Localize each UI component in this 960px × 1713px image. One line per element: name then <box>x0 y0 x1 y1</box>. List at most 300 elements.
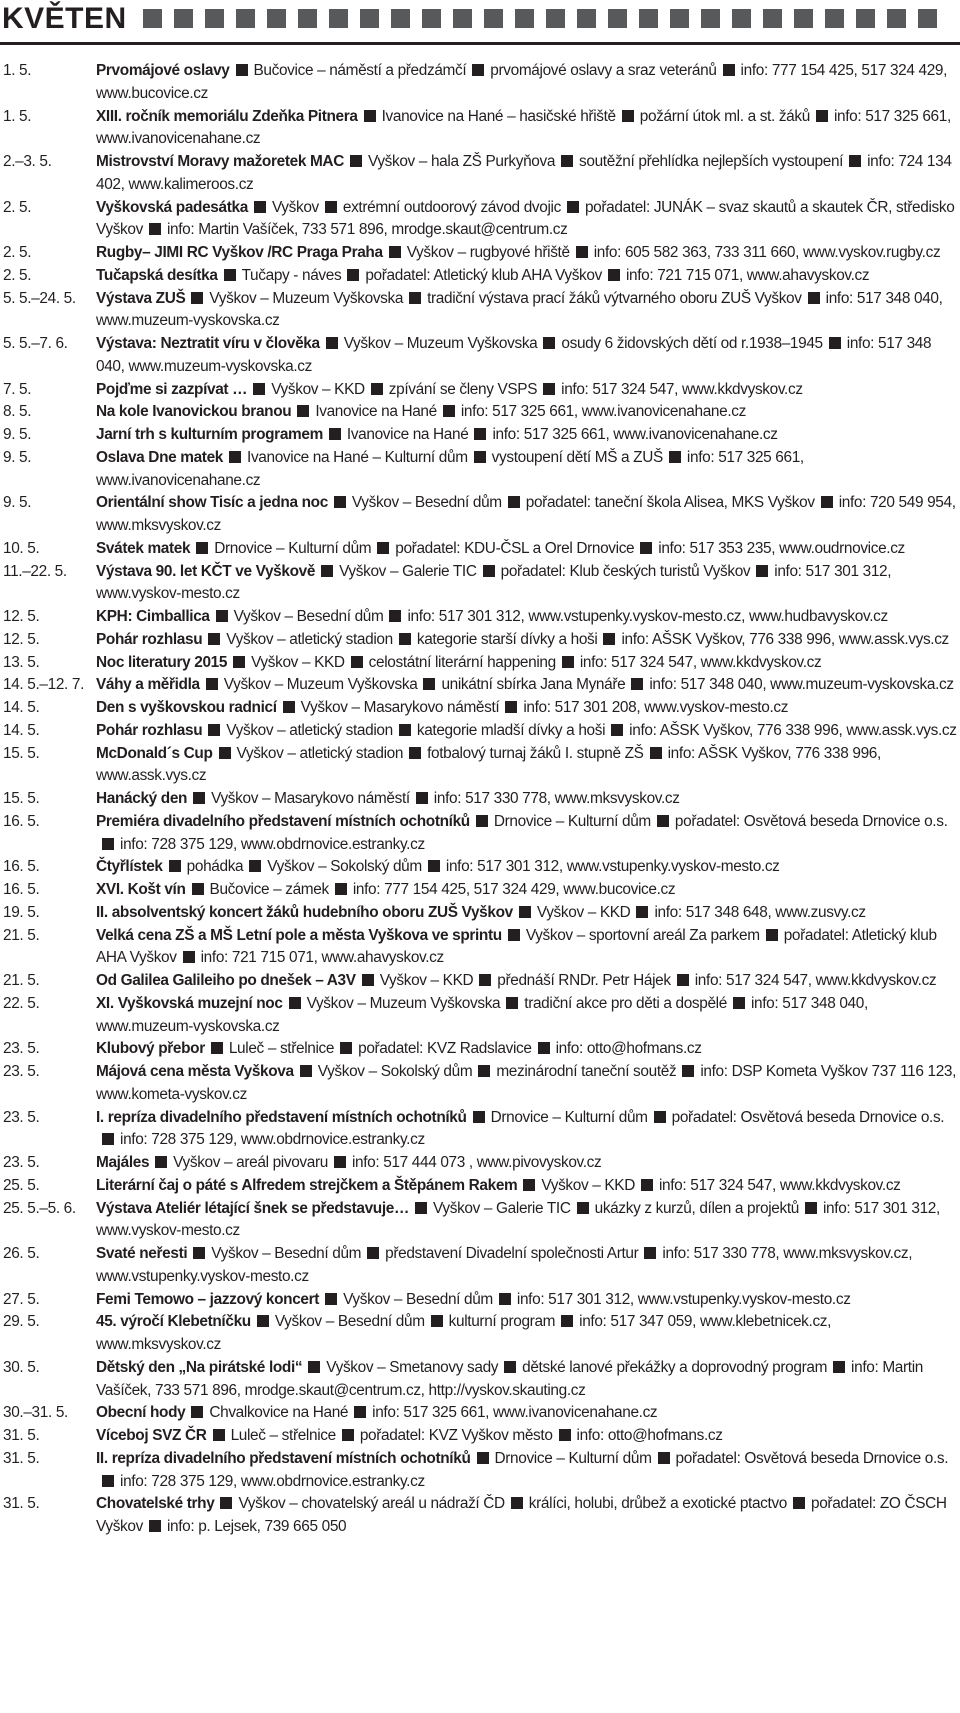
event-date: 9. 5. <box>3 494 32 512</box>
event-title: Prvomájové oslavy <box>96 62 230 79</box>
event-date: 9. 5. <box>3 448 32 466</box>
event-text <box>96 697 958 720</box>
event-detail: info: 517 348 040, www.muzeum-vyskovska.cz <box>96 335 932 375</box>
event-title: II. repríza divadelního představení místních ochotníků <box>96 1449 471 1467</box>
event-text <box>96 1357 958 1403</box>
event-detail: Vyškov – Muzeum Vyškovska <box>343 335 538 352</box>
event-date: 31. 5. <box>3 1449 40 1467</box>
event-date: 16. 5. <box>3 858 40 876</box>
square-bullet-icon <box>576 246 588 258</box>
event-text <box>96 1402 958 1425</box>
square-bullet-icon <box>149 223 161 235</box>
event-detail: pořadatel: ZO ČSCH Vyškov <box>96 1495 947 1535</box>
square-decoration-icon <box>918 9 937 28</box>
event-detail: Ivanovice na Hané <box>346 426 469 443</box>
square-bullet-icon <box>289 997 301 1009</box>
event-detail: mezinárodní taneční soutěž <box>496 1063 677 1080</box>
event-detail: info: 517 324 547, www.kkdvyskov.cz <box>561 380 803 398</box>
event-date: 15. 5. <box>3 790 40 807</box>
square-bullet-icon <box>793 1497 805 1509</box>
event-date: 16. 5. <box>3 812 40 830</box>
event-row <box>0 447 958 493</box>
square-bullet-icon <box>622 110 634 122</box>
square-bullet-icon <box>499 1293 511 1305</box>
square-bullet-icon <box>723 64 735 76</box>
event-detail: kategorie mladší dívky a hoši <box>416 721 606 739</box>
event-list <box>0 60 958 1539</box>
event-text <box>96 1311 958 1357</box>
event-detail: info: 517 348 648, www.zusvy.cz <box>654 903 866 921</box>
event-text <box>96 879 958 902</box>
square-decoration-icon <box>794 9 813 28</box>
square-bullet-icon <box>389 246 401 258</box>
event-row <box>0 1311 958 1357</box>
event-detail: Luleč – střelnice <box>230 1427 336 1444</box>
event-detail: info: 517 324 547, www.kkdvyskov.cz <box>658 1176 901 1194</box>
event-date: 27. 5. <box>3 1290 40 1308</box>
square-bullet-icon <box>102 838 114 850</box>
square-bullet-icon <box>677 974 689 986</box>
event-detail: pořadatel: KVZ Radslavice <box>358 1040 532 1058</box>
square-bullet-icon <box>849 155 861 167</box>
event-text <box>96 1243 958 1289</box>
event-detail: info: 517 325 661, www.ivanovicenahane.cz <box>96 107 951 148</box>
square-bullet-icon <box>766 929 778 941</box>
square-bullet-icon <box>335 883 347 895</box>
square-bullet-icon <box>611 724 623 736</box>
square-bullet-icon <box>326 337 338 349</box>
square-bullet-icon <box>371 383 383 395</box>
square-bullet-icon <box>249 860 261 872</box>
square-bullet-icon <box>816 110 828 122</box>
event-title: Tučapská desítka <box>96 266 218 284</box>
event-detail: info: 517 353 235, www.oudrnovice.cz <box>658 539 905 557</box>
event-detail: Vyškov – rugbyové hřiště <box>406 244 570 261</box>
event-title: Výstava ZUŠ <box>96 289 186 307</box>
event-detail: info: 517 348 040, www.muzeum-vyskovska.cz <box>96 994 868 1035</box>
event-text <box>96 1152 958 1175</box>
square-bullet-icon <box>505 701 517 713</box>
event-row <box>0 606 958 629</box>
square-bullet-icon <box>213 1429 225 1441</box>
event-detail: celostátní literární happening <box>368 653 556 671</box>
event-detail: info: 517 325 661, www.ivanovicenahane.cz <box>460 403 746 421</box>
event-title: Chovatelské trhy <box>96 1495 215 1513</box>
event-date: 23. 5. <box>3 1040 40 1058</box>
event-detail: info: 517 330 778, www.mksvyskov.cz, www.vstupenky.vyskov-mesto.cz <box>96 1245 913 1285</box>
event-date: 16. 5. <box>3 881 40 898</box>
event-detail: info: AŠSK Vyškov, 776 338 996, www.assk.vys.cz <box>96 744 881 785</box>
event-detail: info: 517 347 059, www.klebetnicek.cz, www.mksvyskov.cz <box>96 1313 832 1353</box>
event-text <box>96 106 958 152</box>
square-bullet-icon <box>350 155 362 167</box>
event-text <box>96 288 958 334</box>
square-bullet-icon <box>511 1497 523 1509</box>
square-decoration-icon <box>298 9 317 28</box>
event-text <box>96 538 958 561</box>
event-detail: info: otto@hofmans.cz <box>555 1040 702 1058</box>
square-bullet-icon <box>808 292 820 304</box>
square-bullet-icon <box>519 906 531 918</box>
event-detail: unikátní sbírka Jana Mynáře <box>441 676 626 694</box>
event-title: Noc literatury 2015 <box>96 653 228 671</box>
event-detail: info: 517 325 661, www.ivanovicenahane.cz <box>492 426 778 443</box>
event-detail: Vyškov – Besední dům <box>274 1313 425 1331</box>
event-row <box>0 856 958 879</box>
event-detail: Vyškov – sportovní areál Za parkem <box>525 926 760 944</box>
square-bullet-icon <box>644 1247 656 1259</box>
square-bullet-icon <box>474 428 486 440</box>
square-bullet-icon <box>220 1497 232 1509</box>
event-detail: info: p. Lejsek, 739 665 050 <box>166 1518 347 1535</box>
square-bullet-icon <box>229 451 241 463</box>
square-bullet-icon <box>354 1406 366 1418</box>
square-decoration-icon <box>515 9 534 28</box>
event-title: XIII. ročník memoriálu Zdeňka Pitnera <box>96 107 358 125</box>
event-text <box>96 1061 958 1107</box>
event-title: Orientální show Tisíc a jedna noc <box>96 494 328 512</box>
event-detail: požární útok ml. a st. žáků <box>639 107 810 125</box>
event-text <box>96 379 958 402</box>
event-date: 22. 5. <box>3 994 40 1012</box>
event-detail: Vyškov <box>271 198 319 216</box>
event-title: Klubový přebor <box>96 1040 205 1058</box>
event-title: Pohár rozhlasu <box>96 630 203 648</box>
event-detail: Vyškov – atletický stadion <box>226 721 393 739</box>
event-detail: tradiční akce pro děti a dospělé <box>524 994 727 1012</box>
event-detail: Bučovice – náměstí a předzámčí <box>253 62 467 79</box>
event-title: Pohár rozhlasu <box>96 721 203 739</box>
event-detail: extrémní outdoorový závod dvojic <box>342 198 561 216</box>
event-row <box>0 1198 958 1244</box>
event-detail: Vyškov – Muzeum Vyškovska <box>223 676 418 694</box>
event-title: Svaté neřesti <box>96 1245 188 1262</box>
event-detail: info: 517 301 312, www.vstupenky.vyskov-mesto.cz <box>445 858 780 876</box>
square-bullet-icon <box>191 1406 203 1418</box>
event-title: Femi Temowo – jazzový koncert <box>96 1290 320 1308</box>
square-bullet-icon <box>805 1202 817 1214</box>
event-date: 2. 5. <box>3 266 32 284</box>
square-bullet-icon <box>431 1315 443 1327</box>
event-row <box>0 1243 958 1289</box>
event-date: 25. 5. <box>3 1176 40 1194</box>
event-row <box>0 538 958 561</box>
square-bullet-icon <box>506 997 518 1009</box>
event-date: 31. 5. <box>3 1495 40 1513</box>
square-bullet-icon <box>206 678 218 690</box>
event-row <box>0 197 958 243</box>
square-bullet-icon <box>340 1042 352 1054</box>
event-row <box>0 652 958 675</box>
event-row <box>0 970 958 993</box>
event-detail: přednáší RNDr. Petr Hájek <box>497 972 671 989</box>
event-row <box>0 1493 958 1539</box>
event-text <box>96 60 958 106</box>
square-bullet-icon <box>216 610 228 622</box>
square-bullet-icon <box>102 1475 114 1487</box>
event-title: Dětský den „Na pirátské lodi“ <box>96 1358 303 1376</box>
event-date: 12. 5. <box>3 608 40 625</box>
square-bullet-icon <box>300 1065 312 1077</box>
event-detail: Chvalkovice na Hané <box>209 1404 349 1422</box>
event-detail: Vyškov – Sokolský dům <box>317 1063 473 1080</box>
square-bullet-icon <box>334 1156 346 1168</box>
square-bullet-icon <box>321 565 333 577</box>
event-detail: info: 605 582 363, 733 311 660, www.vyskov.rugby.cz <box>593 244 941 261</box>
event-title: II. absolventský koncert žáků hudebního oboru ZUŠ Vyškov <box>96 903 513 921</box>
event-title: Majáles <box>96 1154 150 1171</box>
event-detail: pořadatel: Atletický klub AHA Vyškov <box>365 266 602 284</box>
square-bullet-icon <box>567 201 579 213</box>
event-title: 45. výročí Klebetníčku <box>96 1313 251 1331</box>
event-row <box>0 902 958 925</box>
square-decoration-icon <box>825 9 844 28</box>
event-date: 10. 5. <box>3 539 40 557</box>
event-detail: info: AŠSK Vyškov, 776 338 996, www.assk.vys.cz <box>629 721 957 739</box>
event-detail: info: 517 330 778, www.mksvyskov.cz <box>433 790 680 807</box>
event-detail: Vyškov – Besední dům <box>351 494 502 512</box>
event-detail: Ivanovice na Hané <box>315 403 437 421</box>
event-detail: Ivanovice na Hané – hasičské hřiště <box>381 107 616 125</box>
event-detail: pořadatel: Osvětová beseda Drnovice o.s. <box>671 1108 945 1126</box>
square-decoration-icon <box>546 9 565 28</box>
event-date: 14. 5. <box>3 721 40 739</box>
square-bullet-icon <box>102 1133 114 1145</box>
event-detail: info: 777 154 425, 517 324 429, www.bucovice.cz <box>352 881 676 898</box>
event-detail: info: AŠSK Vyškov, 776 338 996, www.assk.vys.cz <box>621 630 949 648</box>
event-row <box>0 788 958 811</box>
event-detail: info: 517 301 312, www.vstupenky.vyskov-mesto.cz <box>516 1290 851 1308</box>
event-date: 23. 5. <box>3 1063 40 1080</box>
event-row <box>0 811 958 857</box>
event-row <box>0 151 958 197</box>
event-detail: info: 720 549 954, www.mksvyskov.cz <box>96 494 956 534</box>
square-decoration-icon <box>267 9 286 28</box>
square-bullet-icon <box>416 792 428 804</box>
event-date: 31. 5. <box>3 1427 40 1444</box>
square-decoration-icon <box>732 9 751 28</box>
square-bullet-icon <box>658 1452 670 1464</box>
event-text <box>96 447 958 493</box>
square-bullet-icon <box>208 724 220 736</box>
event-row <box>0 333 958 379</box>
event-text <box>96 788 958 811</box>
event-row <box>0 379 958 402</box>
event-title: Výstava Ateliér létající šnek se představuje… <box>96 1199 410 1217</box>
square-decoration-icon <box>484 9 503 28</box>
square-bullet-icon <box>283 701 295 713</box>
event-text <box>96 242 958 265</box>
event-detail: Vyškov – KKD <box>379 972 474 989</box>
event-date: 23. 5. <box>3 1154 40 1171</box>
square-decoration-icon <box>639 9 658 28</box>
event-title: McDonald´s Cup <box>96 744 213 762</box>
square-bullet-icon <box>561 155 573 167</box>
event-detail: Vyškov – Muzeum Vyškovska <box>306 994 501 1012</box>
square-bullet-icon <box>329 428 341 440</box>
event-title: XI. Vyškovská muzejní noc <box>96 994 283 1012</box>
event-text <box>96 925 958 971</box>
event-row <box>0 925 958 971</box>
event-date: 30. 5. <box>3 1358 40 1376</box>
event-title: Premiéra divadelního představení místních ochotníků <box>96 812 470 830</box>
event-detail: info: 517 348 040, www.muzeum-vyskovska.cz <box>96 289 943 330</box>
event-date: 21. 5. <box>3 926 40 944</box>
event-detail: Drnovice – Kulturní dům <box>214 539 372 557</box>
square-bullet-icon <box>155 1156 167 1168</box>
square-bullet-icon <box>342 1429 354 1441</box>
square-bullet-icon <box>474 451 486 463</box>
event-detail: tradiční výstava prací žáků výtvarného oboru ZUŠ Vyškov <box>427 289 802 307</box>
square-bullet-icon <box>657 815 669 827</box>
event-detail: info: Martin Vašíček, 733 571 896, mrodge.skaut@centrum.cz <box>166 221 568 239</box>
event-row <box>0 879 958 902</box>
event-detail: fotbalový turnaj žáků I. stupně ZŠ <box>427 744 644 762</box>
event-title: Výstava: Neztratit víru v člověka <box>96 335 320 352</box>
event-detail: kulturní program <box>448 1313 556 1331</box>
event-title: Od Galilea Galileiho po dnešek – A3V <box>96 972 356 989</box>
square-bullet-icon <box>183 951 195 963</box>
event-row <box>0 720 958 743</box>
square-decoration-icon <box>236 9 255 28</box>
event-detail: info: 724 134 402, www.kalimeroos.cz <box>96 153 952 193</box>
event-detail: Vyškov – atletický stadion <box>226 630 393 648</box>
square-bullet-icon <box>636 906 648 918</box>
event-detail: info: 517 325 661, www.ivanovicenahane.cz <box>372 1404 658 1422</box>
event-date: 9. 5. <box>3 426 32 443</box>
event-detail: Vyškov – areál pivovaru <box>173 1154 328 1171</box>
event-row <box>0 401 958 424</box>
event-date: 23. 5. <box>3 1108 40 1126</box>
event-text <box>96 197 958 243</box>
event-detail: info: 517 444 073 , www.pivovyskov.cz <box>351 1154 602 1171</box>
event-detail: info: 728 375 129, www.obdrnovice.estranky.cz <box>120 835 425 853</box>
event-row <box>0 60 958 106</box>
event-date: 2.–3. 5. <box>3 153 52 170</box>
event-title: Mistrovství Moravy mažoretek MAC <box>96 153 344 170</box>
event-detail: info: 517 324 547, www.kkdvyskov.cz <box>694 972 937 989</box>
square-bullet-icon <box>224 269 236 281</box>
event-detail: Vyškov – atletický stadion <box>236 744 404 762</box>
event-detail: Drnovice – Kulturní dům <box>493 812 651 830</box>
square-bullet-icon <box>504 1361 516 1373</box>
event-detail: info: 728 375 129, www.obdrnovice.estranky.cz <box>120 1131 425 1149</box>
event-row <box>0 424 958 447</box>
event-row <box>0 1425 958 1448</box>
square-bullet-icon <box>367 1247 379 1259</box>
square-decoration-icon <box>329 9 348 28</box>
event-text <box>96 720 958 743</box>
square-bullet-icon <box>640 542 652 554</box>
event-title: Oslava Dne matek <box>96 448 224 466</box>
event-date: 15. 5. <box>3 744 40 762</box>
month-title: KVĚTEN <box>2 2 127 35</box>
page-header <box>0 0 960 44</box>
square-bullet-icon <box>559 1429 571 1441</box>
event-detail: Vyškov – chovatelský areál u nádraží ČD <box>238 1495 505 1513</box>
event-text <box>96 811 958 857</box>
event-detail: Vyškov – Masarykovo náměstí <box>211 790 410 807</box>
event-detail: pohádka <box>186 858 244 876</box>
event-row <box>0 674 958 697</box>
square-bullet-icon <box>483 565 495 577</box>
event-detail: Vyškov – Masarykovo náměstí <box>300 699 500 716</box>
event-detail: Vyškov – Besední dům <box>343 1290 493 1308</box>
square-bullet-icon <box>631 678 643 690</box>
square-bullet-icon <box>193 792 205 804</box>
event-row <box>0 106 958 152</box>
event-date: 30.–31. 5. <box>3 1404 68 1422</box>
event-text <box>96 424 958 447</box>
event-title: Rugby– JIMI RC Vyškov /RC Praga Praha <box>96 244 383 261</box>
event-row <box>0 1357 958 1403</box>
event-detail: Tučapy - náves <box>241 266 342 284</box>
square-bullet-icon <box>821 496 833 508</box>
square-bullet-icon <box>603 633 615 645</box>
event-detail: info: 517 324 547, www.kkdvyskov.cz <box>579 653 822 671</box>
event-date: 26. 5. <box>3 1245 40 1262</box>
event-row <box>0 492 958 538</box>
square-bullet-icon <box>297 405 309 417</box>
square-bullet-icon <box>561 1315 573 1327</box>
event-date: 2. 5. <box>3 198 32 216</box>
square-decoration-icon <box>360 9 379 28</box>
event-detail: Drnovice – Kulturní dům <box>490 1108 648 1126</box>
event-row <box>0 1152 958 1175</box>
square-bullet-icon <box>169 860 181 872</box>
square-bullet-icon <box>608 269 620 281</box>
event-text <box>96 265 958 288</box>
square-bullet-icon <box>479 974 491 986</box>
header-rule <box>0 42 960 45</box>
square-bullet-icon <box>543 337 555 349</box>
square-bullet-icon <box>654 1111 666 1123</box>
event-detail: ukázky z kurzů, dílen a projektů <box>594 1199 799 1217</box>
square-decoration-icon <box>701 9 720 28</box>
event-row <box>0 1289 958 1312</box>
event-detail: Vyškov – Sokolský dům <box>267 858 422 876</box>
event-detail: info: 517 301 312, www.vyskov-mesto.cz <box>96 1199 940 1240</box>
event-row <box>0 1061 958 1107</box>
event-date: 1. 5. <box>3 107 32 125</box>
event-row <box>0 743 958 789</box>
event-row <box>0 1448 958 1494</box>
event-text <box>96 1107 958 1153</box>
event-title: Obecní hody <box>96 1404 186 1422</box>
square-bullet-icon <box>478 1065 490 1077</box>
event-title: Jarní trh s kulturním programem <box>96 426 323 443</box>
event-row <box>0 1175 958 1198</box>
square-bullet-icon <box>308 1361 320 1373</box>
square-bullet-icon <box>325 1293 337 1305</box>
square-decoration-icon <box>670 9 689 28</box>
event-detail: info: otto@hofmans.cz <box>576 1427 723 1444</box>
event-detail: Vyškov – Besední dům <box>211 1245 362 1262</box>
event-title: KPH: Cimballica <box>96 608 210 625</box>
event-detail: info: 517 325 661, www.ivanovicenahane.cz <box>96 448 804 489</box>
square-bullet-icon <box>423 678 435 690</box>
event-text <box>96 1198 958 1244</box>
event-title: Literární čaj o páté s Alfredem strejčkem a Štěpánem Rakem <box>96 1176 518 1194</box>
event-date: 11.–22. 5. <box>3 562 67 580</box>
event-text <box>96 401 958 424</box>
event-detail: soutěžní přehlídka nejlepších vystoupení <box>579 153 844 170</box>
square-bullet-icon <box>577 1202 589 1214</box>
event-text <box>96 993 958 1039</box>
square-bullet-icon <box>325 201 337 213</box>
event-title: Výstava 90. let KČT ve Vyškově <box>96 562 316 580</box>
event-detail: vystoupení dětí MŠ a ZUŠ <box>491 448 663 466</box>
